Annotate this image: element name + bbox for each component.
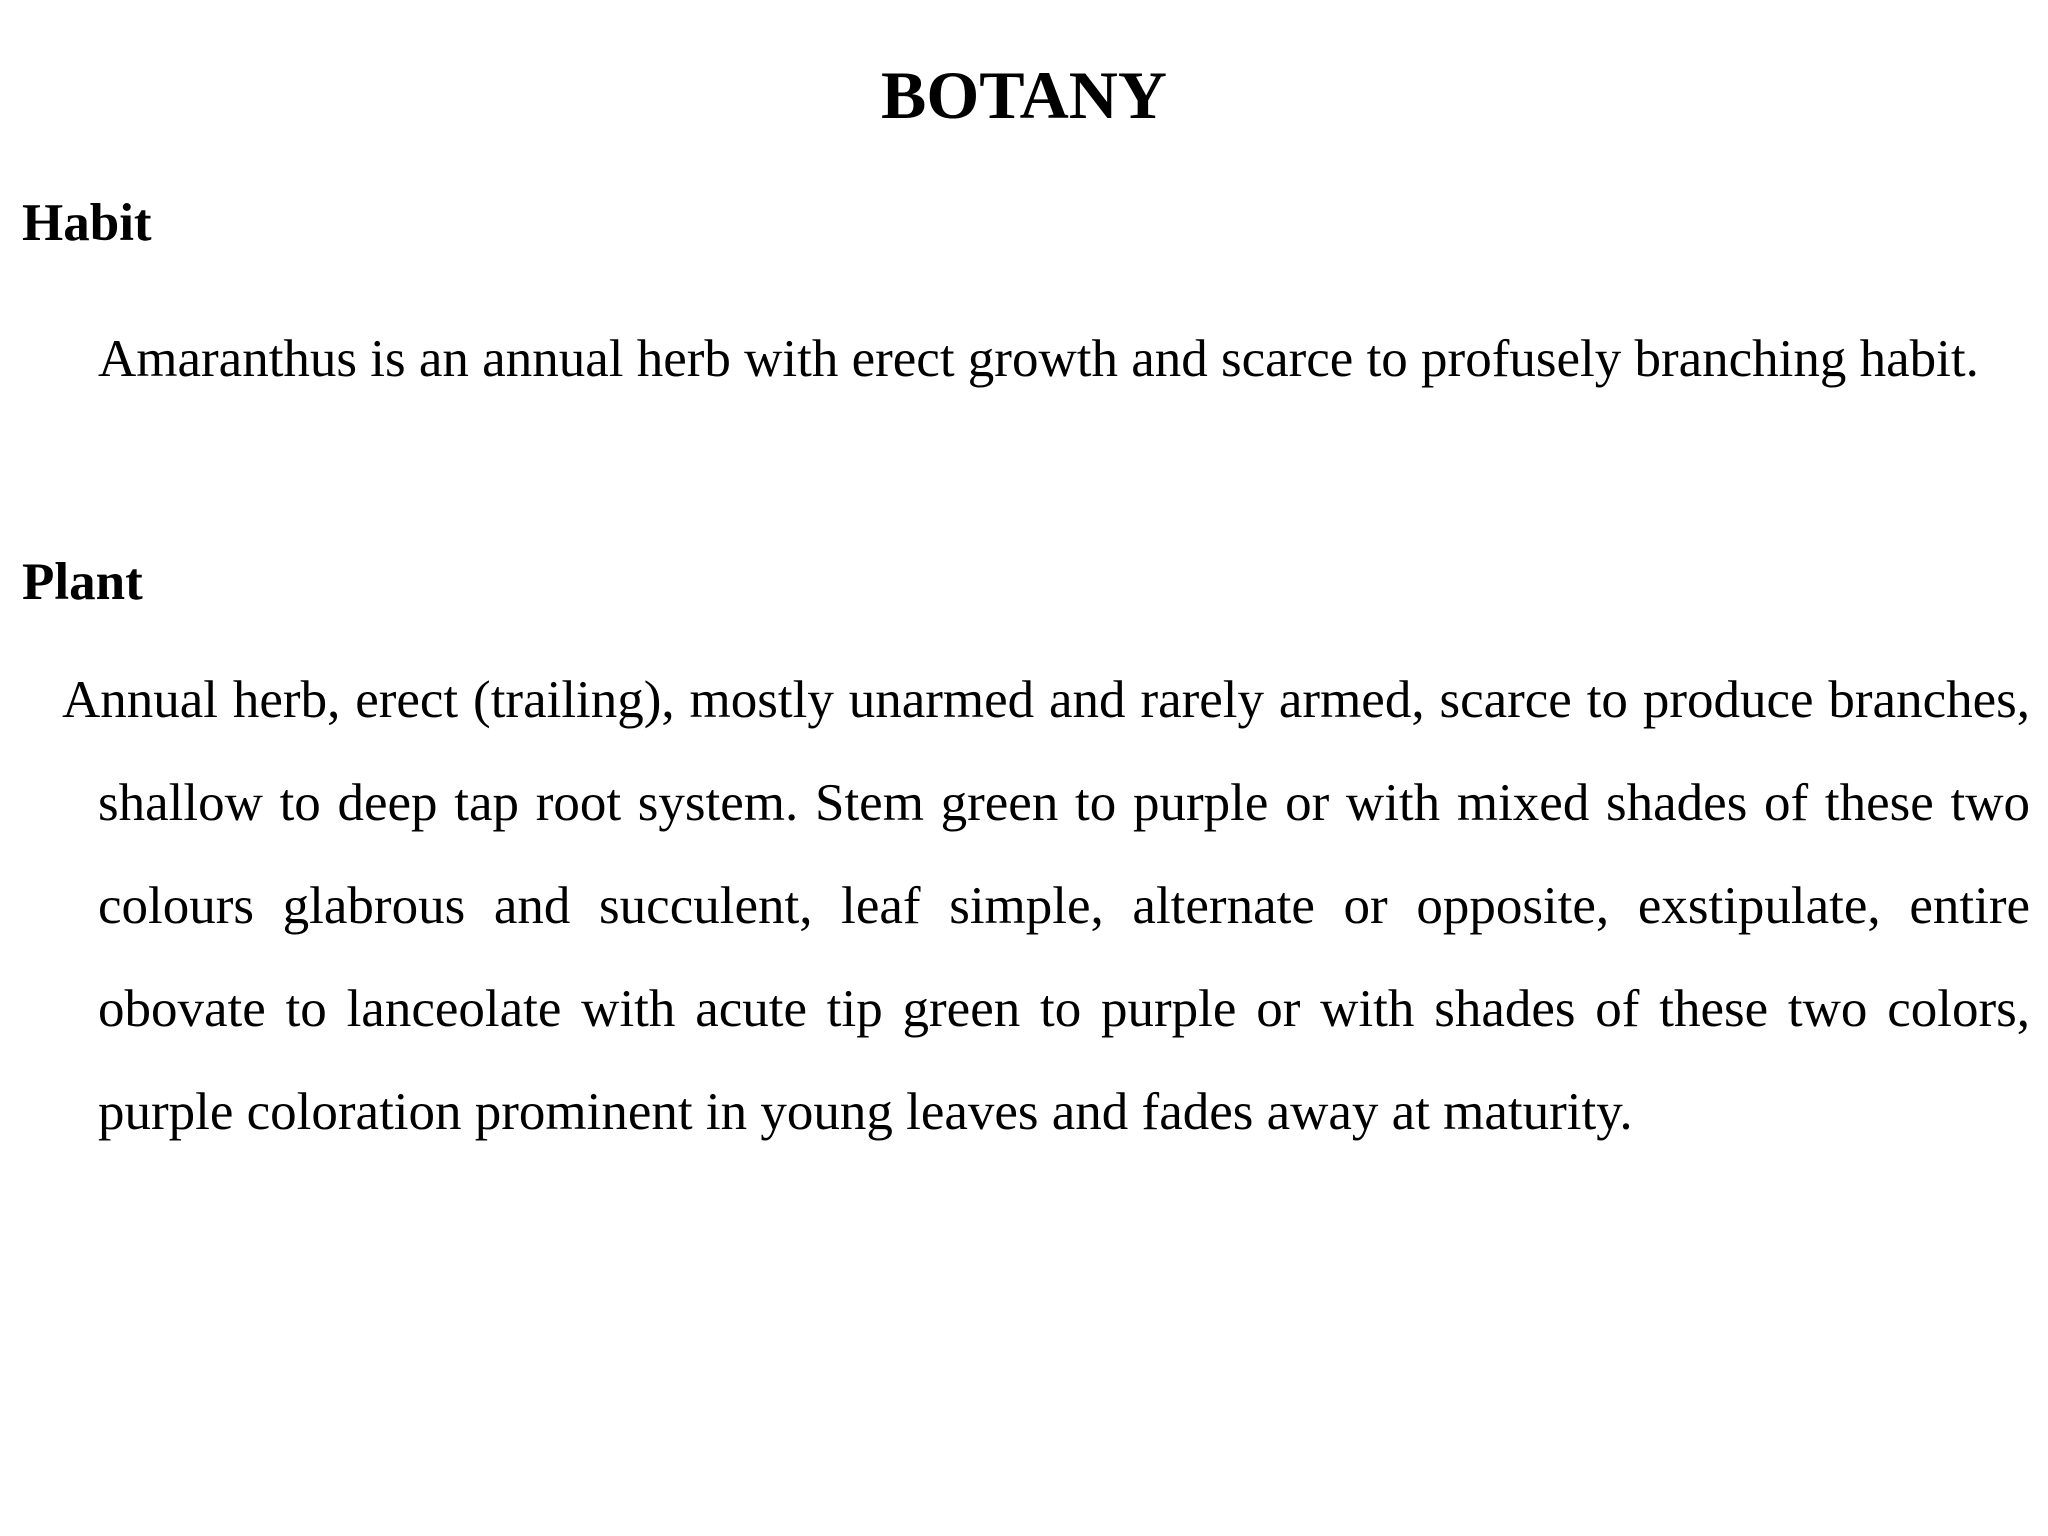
section-heading-plant: Plant: [22, 553, 143, 611]
section-heading-habit: Habit: [22, 194, 152, 252]
document-title: BOTANY: [881, 57, 1167, 133]
section-text-habit: Amaranthus is an annual herb with erect growth and scarce to profusely branching habit.: [98, 330, 1979, 388]
section-text-plant: Annual herb, erect (trailing), mostly unarmed and rarely armed, scarce to produce branches, shallow to deep tap root system. Stem green to purple or with mixed shades of these two colours glabrous and succulent, leaf simple, alternate or opposite, exstipulate, entire obovate to lanceolate with acute tip green to purple or with shades of these two colors, purple coloration prominent in young leaves and fades away at maturity.: [62, 671, 2030, 1141]
